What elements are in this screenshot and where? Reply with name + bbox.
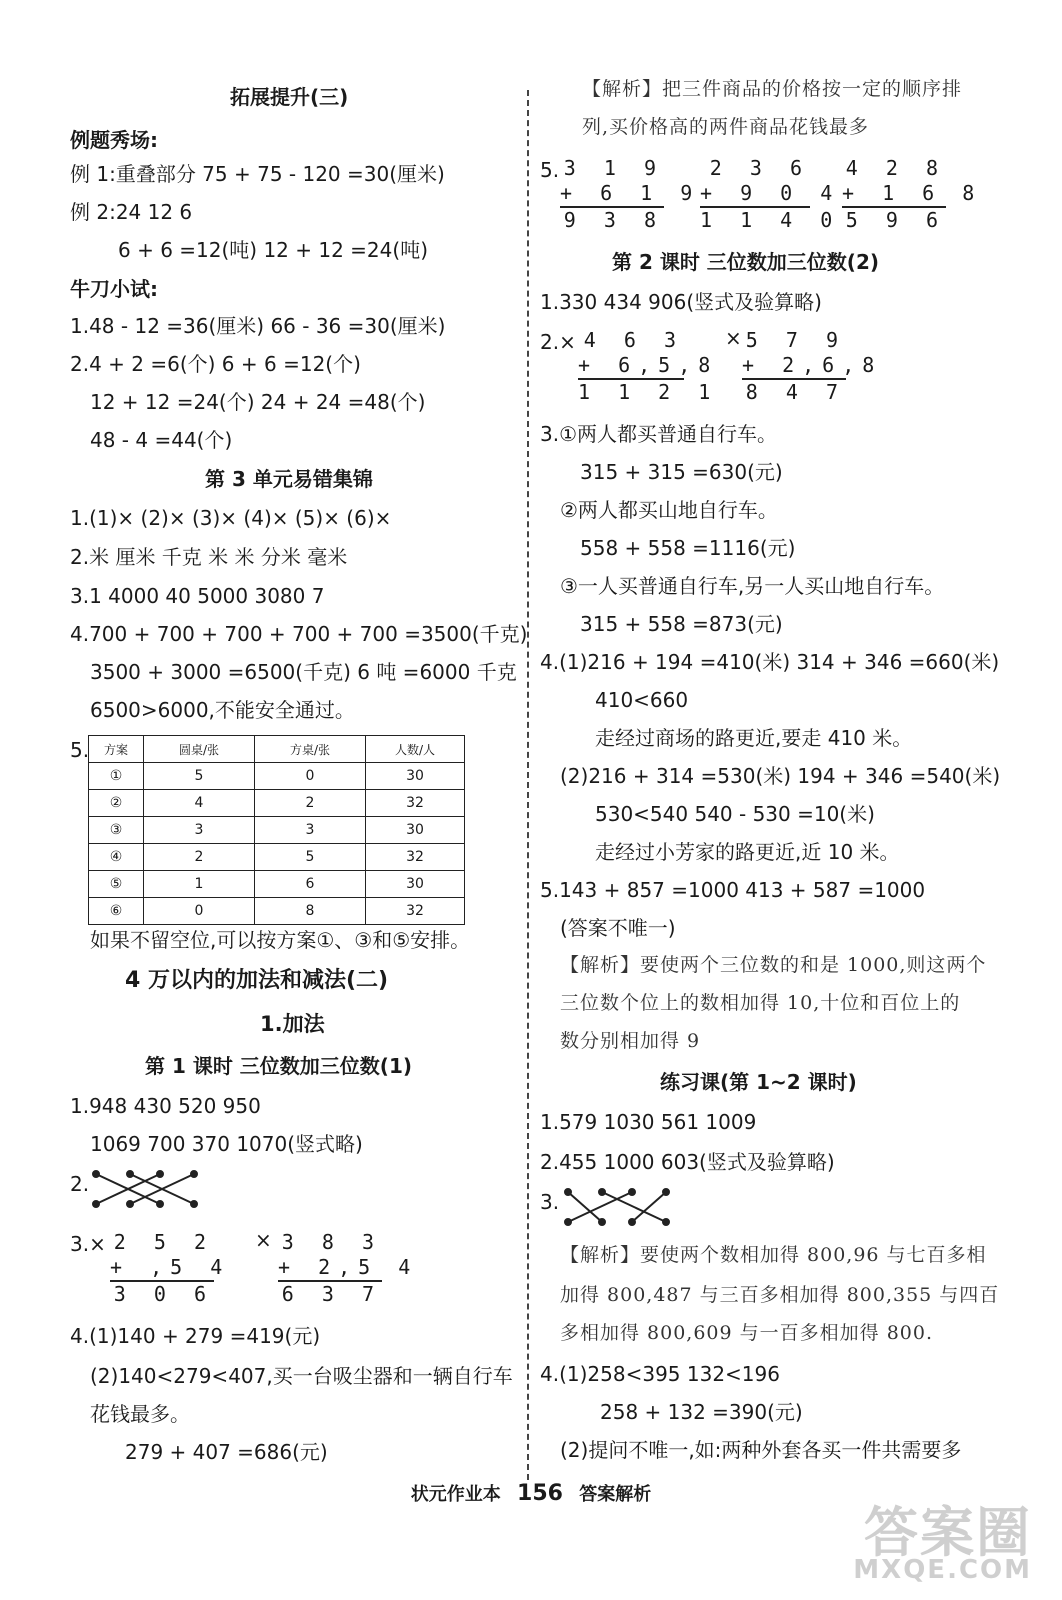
table-cell: 2 — [144, 844, 255, 871]
sum: 1 1 2 1 — [578, 380, 719, 404]
matching-lines-diagram — [562, 1186, 674, 1228]
sum: 1 1 4 0 — [700, 208, 841, 232]
lesson1-q4-line4: 279 + 407 =686(元) — [125, 1440, 328, 1464]
wrong-mark: × — [725, 326, 742, 350]
practice-q2: 2.455 1000 603(竖式及验算略) — [540, 1150, 835, 1174]
page-number: 156 — [517, 1481, 563, 1506]
chapter4-title: 4 万以内的加法和减法(二) — [125, 968, 389, 993]
table-cell: 8 — [255, 898, 366, 925]
table-cell: 30 — [366, 763, 465, 790]
analysis-note-line2: 列,买价格高的两件商品花钱最多 — [582, 116, 870, 138]
practice-q4-calc: 258 + 132 =390(元) — [600, 1400, 803, 1424]
table-cell: 32 — [366, 844, 465, 871]
wrong-mark: × — [255, 1228, 272, 1252]
practice-q3: 3. — [540, 1190, 560, 1214]
analysis-note-line3: 多相加得 800,609 与一百多相加得 800. — [560, 1322, 933, 1344]
example-1: 例 1:重叠部分 75 + 75 - 120 =30(厘米) — [70, 162, 445, 186]
column-divider — [527, 90, 529, 1480]
addend: 4 2 8 — [845, 156, 946, 180]
vertical-sum — [278, 1230, 419, 1307]
example-2: 例 2:24 12 6 — [70, 200, 193, 224]
lesson2-q3-calc3: 315 + 558 =873(元) — [580, 612, 783, 636]
addend: 3 8 3 — [281, 1230, 382, 1254]
lesson1-q3: 3.× — [70, 1232, 106, 1256]
vertical-sum — [842, 156, 983, 233]
vertical-sum — [700, 156, 841, 233]
lesson2-q4-answer1: 走经过商场的路更近,要走 410 米。 — [595, 726, 913, 750]
table-row — [89, 817, 465, 844]
lesson1-q2: 2. — [70, 1172, 90, 1196]
vertical-sum — [578, 328, 719, 405]
addend: 2 3 6 — [709, 156, 810, 180]
book-name: 状元作业本 — [410, 1484, 501, 1505]
analysis-note: 【解析】要使两个三位数的和是 1000,则这两个 — [560, 954, 987, 976]
lesson1-q1-line2: 1069 700 370 1070(竖式略) — [90, 1132, 363, 1156]
addend: + 2,5 4 — [278, 1255, 419, 1279]
lesson2-q5: 5.143 + 857 =1000 413 + 587 =1000 — [540, 878, 926, 902]
addend: + 1 6 8 — [842, 181, 983, 205]
addend: + 6 1 9 — [560, 181, 701, 205]
matching-lines-diagram — [90, 1168, 202, 1210]
table-header: 圆桌/张 — [144, 736, 255, 763]
table-cell: 30 — [366, 871, 465, 898]
subheading-examples: 例题秀场: — [70, 128, 158, 152]
sum: 9 3 8 — [560, 206, 664, 233]
table-cell: 1 — [144, 871, 255, 898]
lesson2-q4: 4.(1)216 + 194 =410(米) 314 + 346 =660(米) — [540, 650, 1000, 674]
addend: 2 5 2 — [113, 1230, 214, 1254]
vertical-sum — [742, 328, 883, 405]
lesson1-title: 第 1 课时 三位数加三位数(1) — [145, 1054, 413, 1078]
unit3-title: 第 3 单元易错集锦 — [205, 467, 373, 491]
lesson2-q4-answer2: 走经过小芳家的路更近,近 10 米。 — [595, 840, 900, 864]
addend: + 9 0 4 — [700, 181, 841, 205]
unit3-q3: 3.1 4000 40 5000 3080 7 — [70, 584, 325, 608]
table-cell: 0 — [144, 898, 255, 925]
table-cell: 30 — [366, 817, 465, 844]
lesson2-q4-part2: (2)216 + 314 =530(米) 194 + 346 =540(米) — [560, 764, 1001, 788]
table-cell: 5 — [255, 844, 366, 871]
example-2-calc: 6 + 6 =12(吨) 12 + 12 =24(吨) — [118, 238, 428, 262]
unit3-q4-line2: 3500 + 3000 =6500(千克) 6 吨 =6000 千克 — [90, 660, 517, 684]
addend: + ,5 4 — [110, 1255, 231, 1279]
table-cell: 3 — [255, 817, 366, 844]
section-addition-title: 1.加法 — [260, 1012, 325, 1036]
lesson2-title: 第 2 课时 三位数加三位数(2) — [612, 250, 880, 274]
sum: 5 9 6 — [842, 206, 946, 233]
try-2-line2: 12 + 12 =24(个) 24 + 24 =48(个) — [90, 390, 426, 414]
table-header: 人数/人 — [366, 736, 465, 763]
practice-q4-part2: (2)提问不唯一,如:两种外套各买一件共需要多 — [560, 1438, 962, 1462]
practice-q1: 1.579 1030 561 1009 — [540, 1110, 757, 1134]
table-cell: ③ — [89, 817, 144, 844]
table-cell: 0 — [255, 763, 366, 790]
table-row — [89, 898, 465, 925]
sum: 6 3 7 — [278, 1280, 382, 1307]
table-cell: ④ — [89, 844, 144, 871]
table-header-row — [89, 736, 465, 763]
vertical-sum — [560, 156, 701, 233]
unit3-q4: 4.700 + 700 + 700 + 700 + 700 =3500(千克) — [70, 622, 528, 646]
lesson2-q3-option3: ③一人买普通自行车,另一人买山地自行车。 — [560, 574, 945, 598]
footer-section: 答案解析 — [579, 1484, 652, 1505]
lesson2-q5-note: (答案不唯一) — [560, 916, 676, 940]
table-cell: ⑤ — [89, 871, 144, 898]
lesson1-q4: 4.(1)140 + 279 =419(元) — [70, 1324, 321, 1348]
table-cell: 2 — [255, 790, 366, 817]
addend: + 2,6,8 — [742, 353, 883, 377]
lesson2-q3-calc2: 558 + 558 =1116(元) — [580, 536, 796, 560]
sum: 8 4 7 — [742, 378, 846, 405]
lesson1-q4-line3: 花钱最多。 — [90, 1402, 190, 1426]
lesson2-q4-compare2: 530<540 540 - 530 =10(米) — [595, 802, 875, 826]
table-cell: 6 — [255, 871, 366, 898]
vertical-sum — [110, 1230, 231, 1307]
lesson1-q1: 1.948 430 520 950 — [70, 1094, 261, 1118]
table-cell: ⑥ — [89, 898, 144, 925]
subheading-try: 牛刀小试: — [70, 277, 158, 301]
unit3-q5: 5. — [70, 738, 90, 762]
practice-title: 练习课(第 1~2 课时) — [660, 1070, 857, 1094]
lesson2-q3-calc1: 315 + 315 =630(元) — [580, 460, 783, 484]
table-cell: 4 — [144, 790, 255, 817]
lesson1-q4-line2: (2)140<279<407,买一台吸尘器和一辆自行车 — [90, 1364, 513, 1388]
try-1: 1.48 - 12 =36(厘米) 66 - 36 =30(厘米) — [70, 314, 446, 338]
table-cell: ② — [89, 790, 144, 817]
unit3-q1: 1.(1)× (2)× (3)× (4)× (5)× (6)× — [70, 506, 392, 530]
table-row — [89, 763, 465, 790]
table-cell: 32 — [366, 898, 465, 925]
addend: 4 6 3 — [583, 328, 684, 352]
try-2-line3: 48 - 4 =44(个) — [90, 428, 233, 452]
addend: + 6,5,8 — [578, 353, 719, 377]
watermark-logo: 答案圈 — [864, 1501, 1032, 1564]
addend: 3 1 9 — [563, 156, 664, 180]
table-cell: ① — [89, 763, 144, 790]
unit3-q5-answer: 如果不留空位,可以按方案①、③和⑤安排。 — [90, 928, 471, 952]
table-header: 方桌/张 — [255, 736, 366, 763]
lesson2-q2: 2.× — [540, 330, 576, 354]
table-row — [89, 790, 465, 817]
analysis-note: 【解析】把三件商品的价格按一定的顺序排 — [582, 78, 963, 100]
lesson2-q3: 3.①两人都买普通自行车。 — [540, 422, 778, 446]
sum: 3 0 6 — [110, 1280, 214, 1307]
analysis-note: 【解析】要使两个数相加得 800,96 与七百多相 — [560, 1244, 987, 1266]
analysis-note-line2: 三位数个位上的数相加得 10,十位和百位上的 — [560, 992, 961, 1014]
analysis-note-line3: 数分别相加得 9 — [560, 1030, 701, 1052]
table-cell: 3 — [144, 817, 255, 844]
section-title-expand: 拓展提升(三) — [230, 85, 349, 109]
lesson2-q4-compare1: 410<660 — [595, 688, 689, 712]
addend: 5 7 9 — [745, 328, 846, 352]
practice-q4: 4.(1)258<395 132<196 — [540, 1362, 780, 1386]
table-cell: 5 — [144, 763, 255, 790]
lesson2-q1: 1.330 434 906(竖式及验算略) — [540, 290, 822, 314]
table-cell: 32 — [366, 790, 465, 817]
try-2: 2.4 + 2 =6(个) 6 + 6 =12(个) — [70, 352, 361, 376]
unit3-q4-line3: 6500>6000,不能安全通过。 — [90, 698, 355, 722]
table-row — [89, 871, 465, 898]
right-q5: 5. — [540, 158, 560, 182]
seating-plan-table — [88, 735, 465, 925]
watermark-url: MXQE.COM — [853, 1555, 1032, 1585]
table-header: 方案 — [89, 736, 144, 763]
lesson2-q3-option2: ②两人都买山地自行车。 — [560, 498, 778, 522]
table-row — [89, 844, 465, 871]
unit3-q2: 2.米 厘米 千克 米 米 分米 毫米 — [70, 545, 348, 569]
analysis-note-line2: 加得 800,487 与三百多相加得 800,355 与四百 — [560, 1284, 1000, 1306]
